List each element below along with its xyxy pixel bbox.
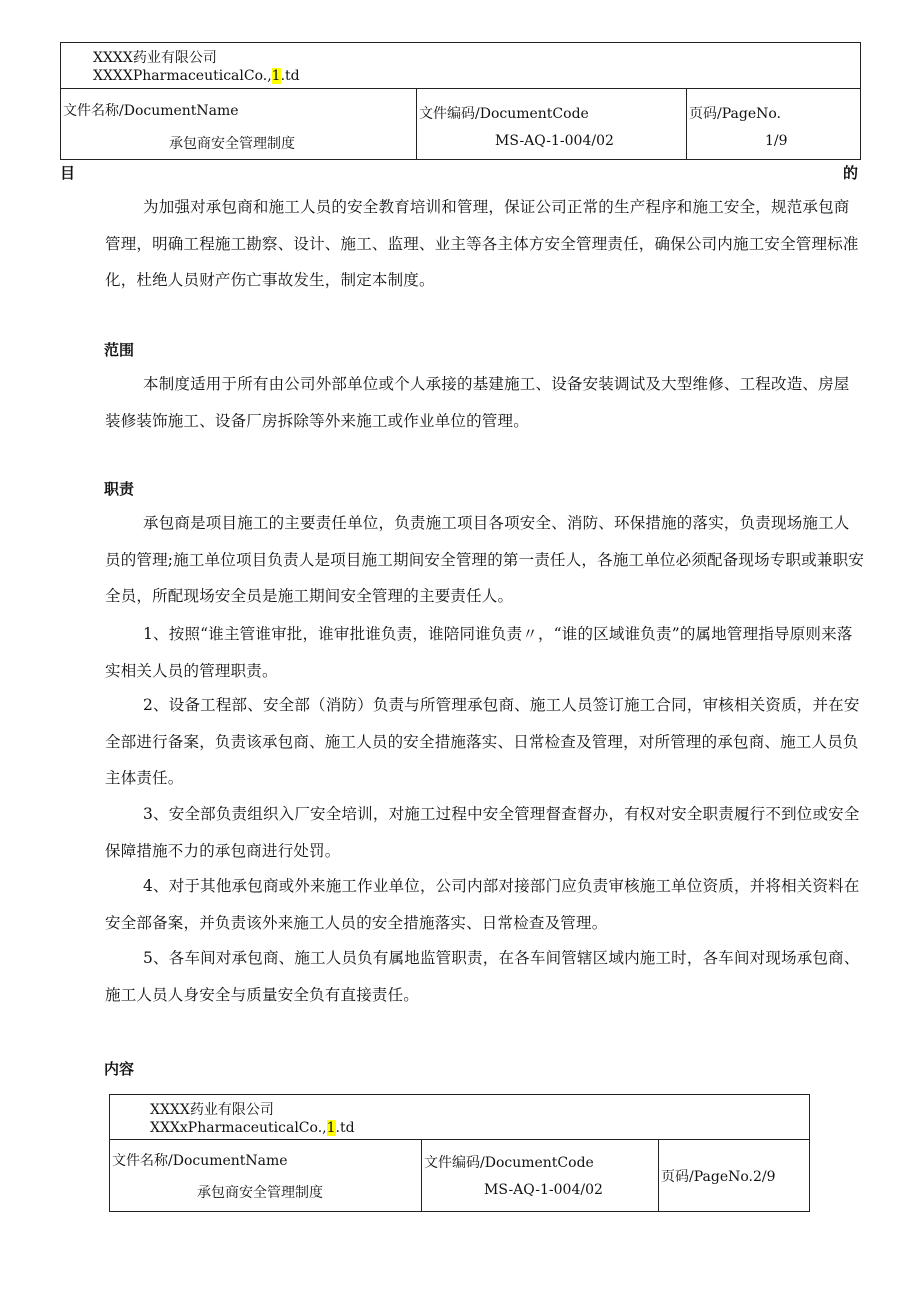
section-heading-duties: 职责: [104, 480, 135, 498]
company-name-en: XXXXPharmaceuticalCo.,1.td: [93, 68, 300, 84]
doc-name: 承包商安全管理制度: [169, 136, 295, 152]
doc-code: MS-AQ-1-004/02: [495, 133, 614, 149]
company-name-en: XXXxPharmaceuticalCo.,1.td: [150, 1120, 355, 1136]
doc-code-cell: [421, 1140, 658, 1211]
section-heading-purpose-right: 的: [843, 164, 859, 182]
purpose-paragraph: 为加强对承包商和施工人员的安全教育培训和管理，保证公司正常的生产程序和施工安全，规范承包商管理，明确工程施工勘察、设计、施工、监理、业主等各主体方安全管理责任，确保公司内施工安全管理标准化，杜绝人员财产伤亡事故发生，制定本制度。: [105, 198, 859, 289]
duties-intro-paragraph: 承包商是项目施工的主要责任单位，负责施工项目各项安全、消防、环保措施的落实，负责现场施工人员的管理;施工单位项目负责人是项目施工期间安全管理的第一责任人，各施工单位必须配备现场专职或兼职安全员，所配现场安全员是施工期间安全管理的主要责任人。: [105, 514, 865, 605]
company-name-cn: XXXX药业有限公司: [93, 50, 217, 66]
company-name-cn: XXXX药业有限公司: [150, 1102, 274, 1118]
duty-item: 1、按照“谁主管谁审批，谁审批谁负责，谁陪同谁负责〃，“谁的区域谁负责”的属地管理指导原则来落实相关人员的管理职责。: [105, 625, 853, 680]
scope-paragraph: 本制度适用于所有由公司外部单位或个人承接的基建施工、设备安装调试及大型维修、工程改造、房屋装修装饰施工、设备厂房拆除等外来施工或作业单位的管理。: [105, 375, 850, 430]
doc-code-label: 文件编码/DocumentCode: [424, 1155, 594, 1171]
duty-item: 5、各车间对承包商、施工人员负有属地监管职责，在各车间管辖区域内施工时，各车间对现场承包商、施工人员人身安全与质量安全负有直接责任。: [105, 949, 860, 1004]
highlight-mark: 1: [326, 1120, 336, 1136]
duty-item: 3、安全部负责组织入厂安全培训，对施工过程中安全管理督查督办，有权对安全职责履行不到位或安全保障措施不力的承包商进行处罚。: [105, 805, 860, 860]
company-row: [110, 1095, 809, 1140]
page-cell: [686, 89, 860, 159]
section-heading-content: 内容: [104, 1060, 135, 1078]
company-row: [61, 43, 860, 89]
page-number: 1/9: [765, 133, 788, 149]
document-header: [60, 42, 861, 160]
duty-item: 4、对于其他承包商或外来施工作业单位，公司内部对接部门应负责审核施工单位资质，并将相关资料在安全部备案，并负责该外来施工人员的安全措施落实、日常检查及管理。: [105, 877, 860, 932]
doc-name: 承包商安全管理制度: [197, 1185, 323, 1201]
doc-name-label: 文件名称/DocumentName: [112, 1153, 288, 1169]
doc-code: MS-AQ-1-004/02: [484, 1182, 603, 1198]
document-header-page-2: [109, 1094, 810, 1212]
doc-code-label: 文件编码/DocumentCode: [419, 106, 589, 122]
page-label: 页码/PageNo.: [689, 106, 781, 122]
highlight-mark: 1: [271, 68, 281, 84]
page-cell: [658, 1140, 809, 1211]
section-heading-purpose-left: 目: [60, 164, 76, 182]
doc-code-cell: [416, 89, 686, 159]
section-heading-scope: 范围: [104, 341, 135, 359]
doc-name-label: 文件名称/DocumentName: [63, 103, 239, 119]
duty-item: 2、设备工程部、安全部（消防）负责与所管理承包商、施工人员签订施工合同，审核相关资质，并在安全部进行备案，负责该承包商、施工人员的安全措施落实、日常检查及管理，对所管理的承包商、施工人员负主体责任。: [105, 696, 860, 787]
doc-name-cell: [110, 1140, 421, 1211]
doc-name-cell: [61, 89, 416, 159]
page-label: 页码/PageNo.2/9: [661, 1169, 776, 1185]
